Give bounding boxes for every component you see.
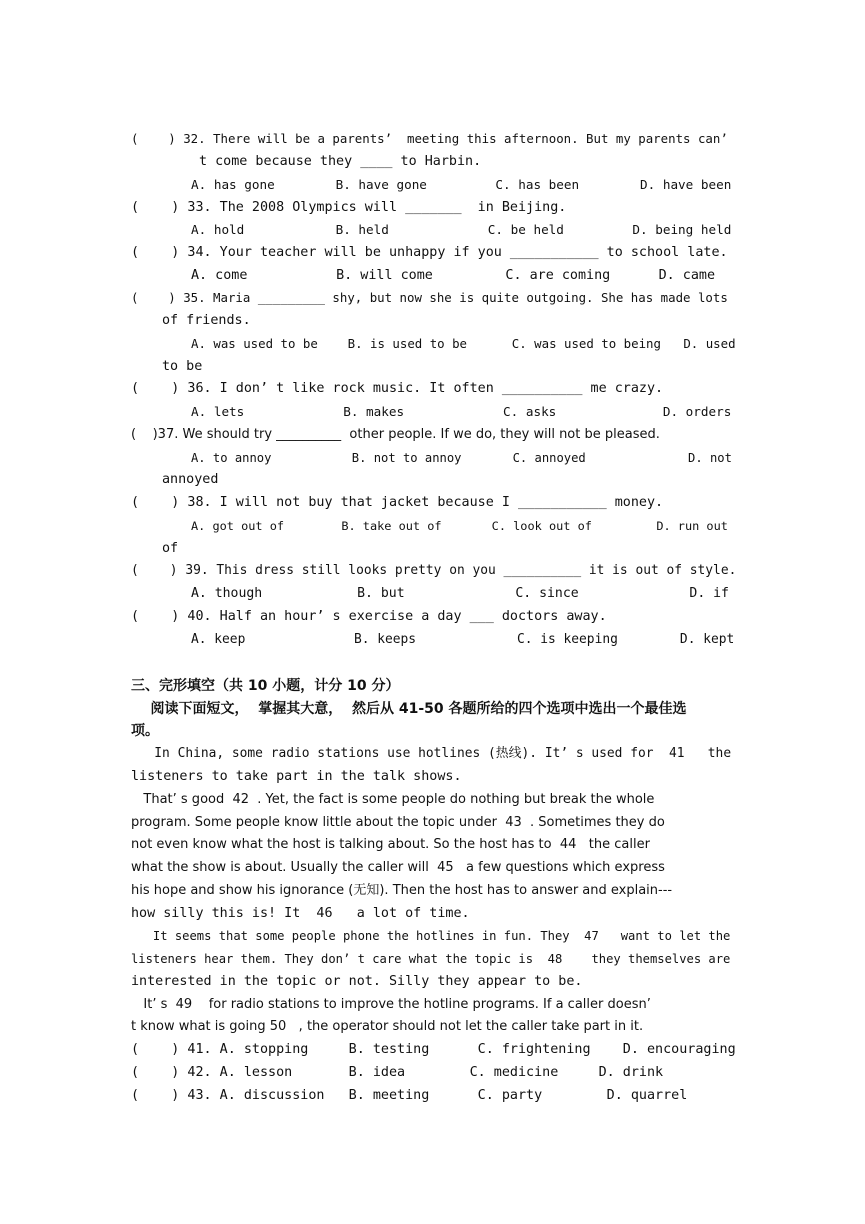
section-title: 三、完形填空（共 10 小题，计分 10 分） — [131, 678, 400, 694]
passage-line: interested in the topic or not. Silly they appear to be. — [131, 974, 583, 989]
passage-line: It’ s 49 for radio stations to improve the hotline programs. If a caller doesn’ — [131, 997, 651, 1012]
passage-line: listeners to take part in the talk shows. — [131, 769, 462, 784]
question-32: ( ) 32. There will be a parents’ meeting this afternoon. But my parents can’ — [131, 131, 728, 146]
passage-line: program. Some people know little about the topic under 43 . Sometimes they do — [131, 815, 665, 830]
question-42: ( ) 42. A. lesson B. idea C. medicine D. drink — [131, 1065, 664, 1080]
question-32-options: A. has gone B. have gone C. has been D. have been — [191, 177, 732, 192]
question-43: ( ) 43. A. discussion B. meeting C. party D. quarrel — [131, 1088, 688, 1103]
question-36: ( ) 36. I don’ t like rock music. It often __________ me crazy. — [131, 381, 664, 396]
passage-line: It seems that some people phone the hotlines in fun. They 47 want to let the — [131, 929, 731, 943]
question-33-options: A. hold B. held C. be held D. being held — [191, 222, 732, 237]
question-38-options-wrap: of — [162, 541, 179, 556]
question-35: ( ) 35. Maria _________ shy, but now she is quite outgoing. She has made lots — [131, 290, 728, 305]
passage-line: how silly this is! It 46 a lot of time. — [131, 906, 470, 921]
passage-line: In China, some radio stations use hotlines (热线). It’ s used for 41 the — [131, 746, 732, 761]
question-38-options: A. got out of B. take out of C. look out of D. run out — [191, 519, 728, 533]
question-34: ( ) 34. Your teacher will be unhappy if you ___________ to school late. — [131, 245, 728, 260]
section-instruction: 阅读下面短文， 掌握其大意， 然后从 41-50 各题所给的四个选项中选出一个最佳选 — [131, 701, 687, 717]
question-34-options: A. come B. will come C. are coming D. came — [191, 268, 716, 283]
question-32-cont: t come because they ____ to Harbin. — [199, 154, 482, 169]
question-37-options: A. to annoy B. not to annoy C. annoyed D. not — [191, 451, 732, 465]
question-37: ( )37. We should try __________ other people. If we do, they will not be pleased. — [131, 427, 660, 442]
passage-line: listeners hear them. They don’ t care what the topic is 48 they themselves are — [131, 952, 731, 966]
section-instruction-cont: 项。 — [131, 723, 159, 739]
question-39: ( ) 39. This dress still looks pretty on you __________ it is out of style. — [131, 563, 737, 578]
passage-line: not even know what the host is talking about. So the host has to 44 the caller — [131, 837, 650, 852]
question-37-options-wrap: annoyed — [162, 472, 219, 487]
question-33: ( ) 33. The 2008 Olympics will _______ in Beijing. — [131, 200, 567, 215]
passage-line: That’ s good 42 . Yet, the fact is some people do nothing but break the whole — [131, 792, 655, 807]
question-36-options: A. lets B. makes C. asks D. orders — [191, 404, 732, 419]
question-38: ( ) 38. I will not buy that jacket because I ___________ money. — [131, 495, 664, 510]
question-35-options: A. was used to be B. is used to be C. was used to being D. used — [191, 336, 736, 351]
question-41: ( ) 41. A. stopping B. testing C. frightening D. encouraging — [131, 1042, 736, 1057]
question-40: ( ) 40. Half an hour’ s exercise a day ___ doctors away. — [131, 609, 607, 624]
question-35-options-wrap: to be — [162, 359, 203, 374]
passage-line: his hope and show his ignorance (无知). Then the host has to answer and explain--- — [131, 883, 673, 898]
question-39-options: A. though B. but C. since D. if — [191, 586, 729, 601]
question-40-options: A. keep B. keeps C. is keeping D. kept — [191, 632, 735, 647]
passage-line: what the show is about. Usually the caller will 45 a few questions which express — [131, 860, 665, 875]
question-35-cont: of friends. — [162, 313, 251, 328]
passage-line: t know what is going 50 , the operator should not let the caller take part in it. — [131, 1019, 644, 1034]
